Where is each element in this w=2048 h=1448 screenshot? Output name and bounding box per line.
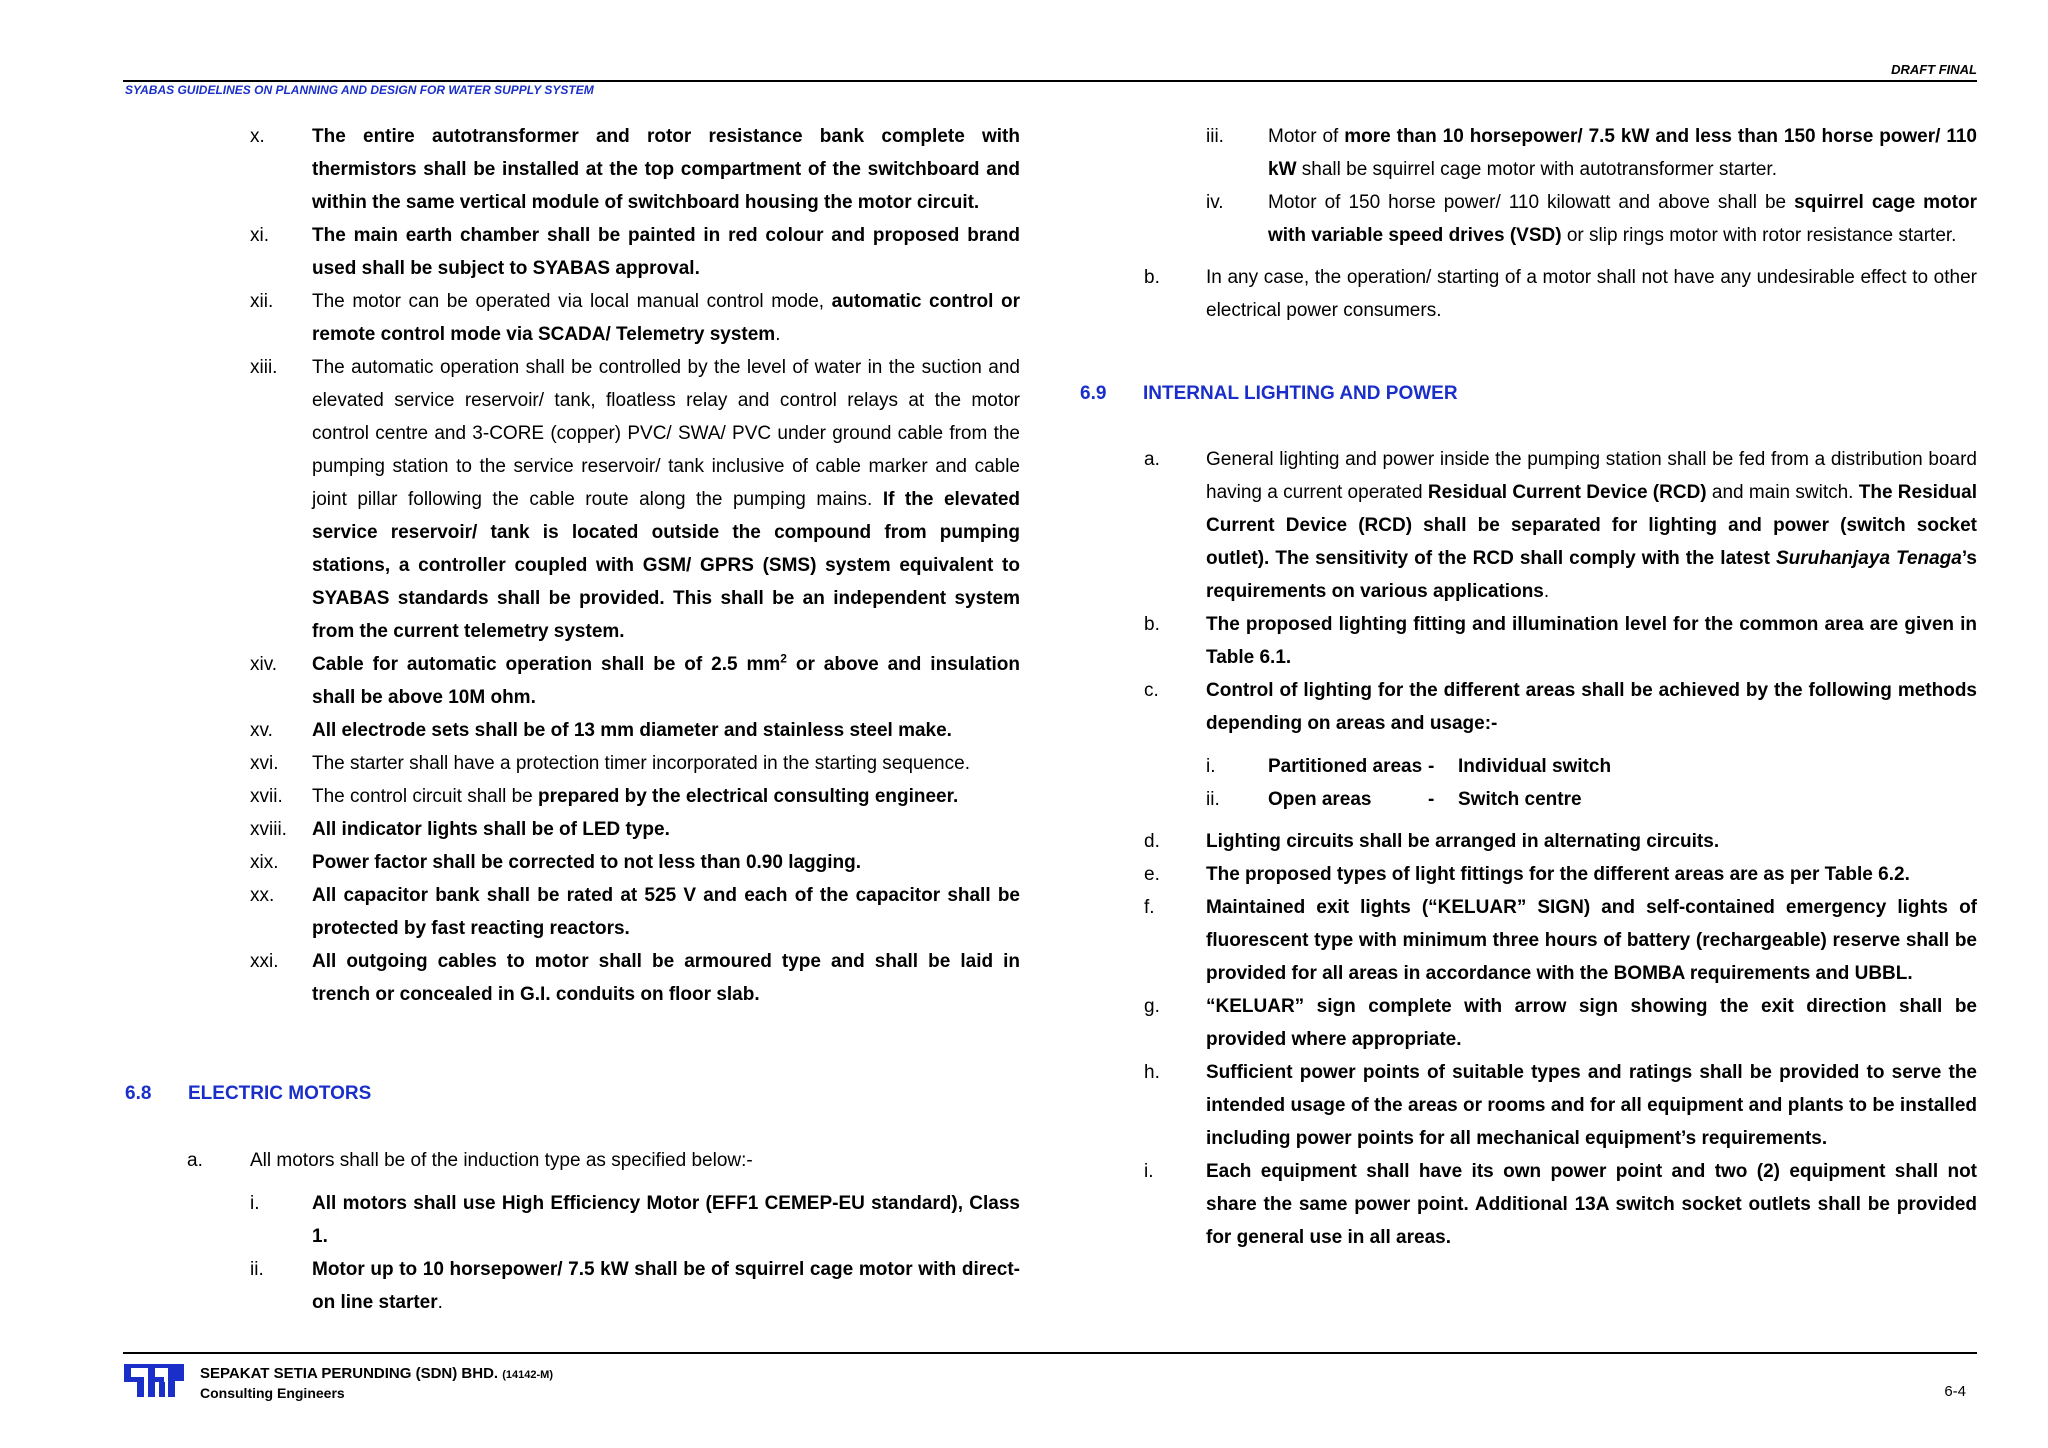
list-item: [1080, 120, 1977, 186]
item-number: xx.: [250, 885, 275, 906]
item-text: All capacitor bank shall be rated at 525 V and each of the capacitor shall be protected by fast reacting reactors.: [312, 885, 1020, 939]
item-text: All outgoing cables to motor shall be armoured type and shall be laid in trench or concealed in G.I. conduits on floor slab.: [312, 951, 1020, 1005]
item-text: In any case, the operation/ starting of a motor shall not have any undesirable effect to other electrical power consumers.: [1206, 267, 1977, 321]
item-number: xiv.: [250, 654, 278, 675]
item-number: xviii.: [250, 819, 287, 840]
separator-dash: -: [1428, 789, 1435, 810]
item-number: i.: [250, 1193, 260, 1214]
logo-mark: [124, 1364, 184, 1397]
item-text: All motors shall be of the induction type as specified below:-: [250, 1150, 753, 1171]
list-item: [1080, 608, 1977, 674]
item-text: The motor can be operated via local manual control mode, automatic control or remote control mode via SCADA/ Telemetry system.: [312, 291, 1020, 345]
company-name: SEPAKAT SETIA PERUNDING (SDN) BHD.: [200, 1365, 499, 1382]
list-item: [125, 351, 1020, 648]
right-column: [1080, 120, 1977, 1254]
item-number: iii.: [1206, 126, 1224, 147]
item-number: a.: [187, 1150, 203, 1171]
item-text: The automatic operation shall be controlled by the level of water in the suction and elevated service reservoir/ tank, floatless relay and control relays at the motor control centre and 3-CORE (copper) PVC/ SWA/ PVC under ground cable from the pumping station to the service reservoir/ tank inclusive of cable marker and cable joint pillar following the cable route along the pumping mains. If the elevated service reservoir/ tank is located outside the compound from pumping stations, a controller coupled with GSM/ GPRS (SMS) system equivalent to SYABAS standards shall be provided. This shall be an independent system from the current telemetry system.: [312, 357, 1020, 642]
item-text: Control of lighting for the different areas shall be achieved by the following methods depending on areas and usage:-: [1206, 680, 1977, 734]
list-item: [125, 1253, 1020, 1319]
item-number: xvii.: [250, 786, 283, 807]
list-item: [125, 747, 1020, 780]
item-text: Motor of 150 horse power/ 110 kilowatt and above shall be squirrel cage motor with variable speed drives (VSD) or slip rings motor with rotor resistance starter.: [1268, 192, 1977, 246]
list-item: [1080, 858, 1977, 891]
list-item: [125, 219, 1020, 285]
item-text: Sufficient power points of suitable types and ratings shall be provided to serve the intended usage of the areas or rooms and for all equipment and plants to be installed including power points for all mechanical equipment’s requirements.: [1206, 1062, 1977, 1149]
item-number: a.: [1144, 449, 1160, 470]
header-rule: [123, 80, 1977, 82]
item-text: Power factor shall be corrected to not less than 0.90 lagging.: [312, 852, 862, 873]
item-number: x.: [250, 126, 265, 147]
list-item: [1080, 1155, 1977, 1254]
page-number: 6-4: [1944, 1383, 1966, 1400]
item-text: All indicator lights shall be of LED type.: [312, 819, 670, 840]
separator-dash: -: [1428, 756, 1435, 777]
draft-label: DRAFT FINAL: [1891, 62, 1977, 77]
list-item: [125, 846, 1020, 879]
item-number: h.: [1144, 1062, 1160, 1083]
item-number: iv.: [1206, 192, 1224, 213]
area-name: Partitioned areas: [1268, 756, 1423, 777]
item-text: All electrode sets shall be of 13 mm diameter and stainless steel make.: [312, 720, 952, 741]
item-number: g.: [1144, 996, 1160, 1017]
item-number: c.: [1144, 680, 1159, 701]
list-item: [125, 648, 1020, 714]
list-item: [125, 945, 1020, 1011]
item-number: xvi.: [250, 753, 279, 774]
item-text: The proposed lighting fitting and illumination level for the common area are given in Table 6.1.: [1206, 614, 1977, 668]
item-number: e.: [1144, 864, 1160, 885]
item-text: The proposed types of light fittings for the different areas are as per Table 6.2.: [1206, 864, 1910, 885]
list-item: [125, 780, 1020, 813]
section-number: 6.8: [125, 1083, 152, 1104]
control-method-row: [1080, 750, 1977, 783]
company-info: [200, 1365, 553, 1402]
list-item: [125, 1144, 1020, 1177]
list-item: [1080, 674, 1977, 740]
item-text: General lighting and power inside the pumping station shall be fed from a distribution board having a current operated Residual Current Device (RCD) and main switch. The Residual Current Device (RCD) shall be separated for lighting and power (switch socket outlet). The sensitivity of the RCD shall comply with the latest Suruhanjaya Tenaga’s requirements on various applications.: [1206, 449, 1977, 602]
item-text: Motor of more than 10 horsepower/ 7.5 kW and less than 150 horse power/ 110 kW shall be squirrel cage motor with autotransformer starter.: [1268, 126, 1977, 180]
item-number: xix.: [250, 852, 279, 873]
company-subtitle: Consulting Engineers: [200, 1385, 345, 1401]
list-item: [1080, 186, 1977, 252]
item-number: b.: [1144, 267, 1160, 288]
item-text: Motor up to 10 horsepower/ 7.5 kW shall be of squirrel cage motor with direct-on line starter.: [312, 1259, 1020, 1313]
list-item: [125, 813, 1020, 846]
item-number: f.: [1144, 897, 1155, 918]
item-number: xiii.: [250, 357, 278, 378]
list-item: [125, 285, 1020, 351]
list-item: [1080, 990, 1977, 1056]
section-title: INTERNAL LIGHTING AND POWER: [1143, 383, 1458, 404]
list-item: [1080, 825, 1977, 858]
item-text: The control circuit shall be prepared by the electrical consulting engineer.: [312, 786, 959, 807]
area-name: Open areas: [1268, 789, 1372, 810]
item-text: The entire autotransformer and rotor resistance bank complete with thermistors shall be installed at the top compartment of the switchboard and within the same vertical module of switchboard housing the motor circuit.: [312, 126, 1020, 213]
item-number: ii.: [1206, 789, 1220, 810]
item-number: xi.: [250, 225, 269, 246]
item-text: All motors shall use High Efficiency Motor (EFF1 CEMEP-EU standard), Class 1.: [312, 1193, 1020, 1247]
item-text: Cable for automatic operation shall be of 2.5 $mm^2$ or above and insulation shall be above 10M ohm.: [312, 651, 1021, 708]
item-number: xv.: [250, 720, 273, 741]
item-number: xii.: [250, 291, 274, 312]
list-item: [125, 1187, 1020, 1253]
item-text: Lighting circuits shall be arranged in alternating circuits.: [1206, 831, 1720, 852]
section-number: 6.9: [1080, 383, 1107, 404]
list-item: [1080, 443, 1977, 608]
list-item: [1080, 261, 1977, 327]
control-method: Individual switch: [1458, 756, 1612, 777]
company-logo: [124, 1364, 184, 1402]
item-text: “KELUAR” sign complete with arrow sign showing the exit direction shall be provided where appropriate.: [1206, 996, 1977, 1050]
list-item: [1080, 1056, 1977, 1155]
item-number: d.: [1144, 831, 1160, 852]
list-item: [125, 879, 1020, 945]
section-heading-6-8: [125, 1077, 1020, 1110]
list-item: [1080, 891, 1977, 990]
document-title: SYABAS GUIDELINES ON PLANNING AND DESIGN FOR WATER SUPPLY SYSTEM: [125, 83, 594, 97]
item-number: ii.: [250, 1259, 264, 1280]
list-item: [125, 120, 1020, 219]
section-heading-6-9: [1080, 377, 1977, 410]
item-number: b.: [1144, 614, 1160, 635]
item-text: The starter shall have a protection timer incorporated in the starting sequence.: [312, 753, 970, 774]
footer-rule: [123, 1352, 1977, 1354]
left-column: [125, 120, 1020, 1319]
item-number: i.: [1144, 1161, 1154, 1182]
item-number: xxi.: [250, 951, 279, 972]
item-text: Maintained exit lights (“KELUAR” SIGN) and self-contained emergency lights of fluorescent type with minimum three hours of battery (rechargeable) reserve shall be provided for all areas in accordance with the BOMBA requirements and UBBL.: [1206, 897, 1977, 984]
control-method-row: [1080, 783, 1977, 816]
item-number: i.: [1206, 756, 1216, 777]
item-text: The main earth chamber shall be painted in red colour and proposed brand used shall be subject to SYABAS approval.: [312, 225, 1020, 279]
control-method: Switch centre: [1458, 789, 1582, 810]
list-item: [125, 714, 1020, 747]
section-title: ELECTRIC MOTORS: [188, 1083, 372, 1104]
item-text: Each equipment shall have its own power point and two (2) equipment shall not share the same power point. Additional 13A switch socket outlets shall be provided for general use in all areas.: [1206, 1161, 1977, 1248]
company-registration: (14142-M): [502, 1369, 553, 1381]
